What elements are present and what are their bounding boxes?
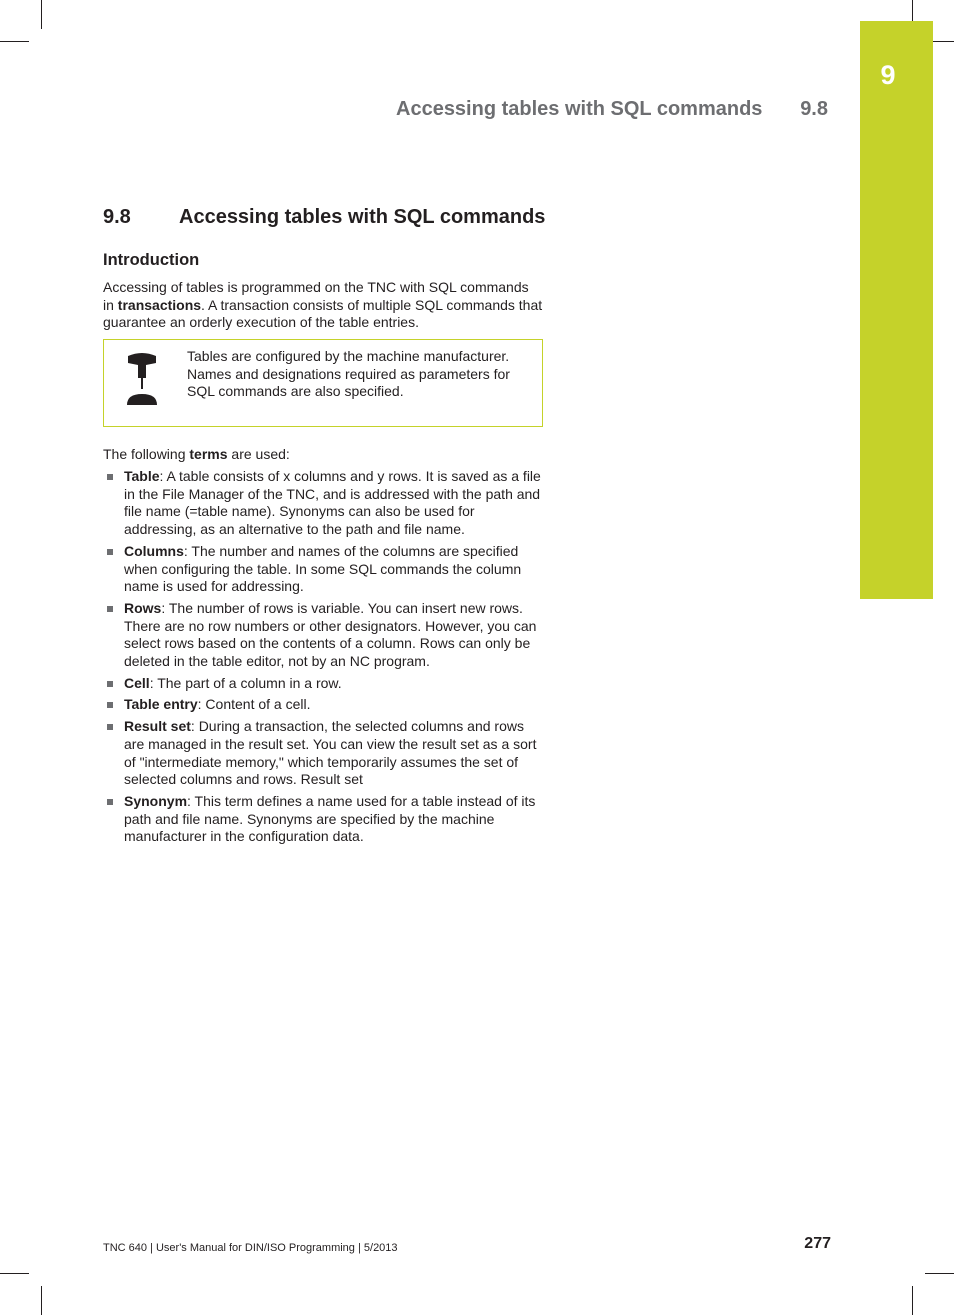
list-item	[103, 793, 545, 846]
term-name: Cell	[124, 674, 150, 691]
section-number: 9.8	[103, 206, 131, 228]
running-head-title: Accessing tables with SQL commands	[396, 98, 763, 120]
note-text: Tables are configured by the machine manufacturer. Names and designations required as parameters for SQL commands are also specified.	[187, 348, 510, 400]
term-description: : The number and names of the columns are specified when configuring the table. In some SQL commands the column name is used for addressing.	[124, 542, 522, 595]
bullet-icon	[107, 702, 113, 708]
running-head-number: 9.8	[800, 98, 828, 120]
crop-mark	[0, 1273, 29, 1274]
term-name: Table	[124, 468, 160, 484]
bullet-icon	[107, 681, 113, 687]
crop-mark	[912, 1286, 913, 1315]
list-item	[103, 718, 545, 789]
term-name: Result set	[124, 718, 191, 735]
list-item	[103, 600, 545, 671]
chapter-number: 9	[880, 60, 896, 90]
running-head	[396, 98, 828, 124]
footer-text: TNC 640 | User's Manual for DIN/ISO Programming | 5/2013	[103, 1242, 398, 1254]
term-name: Table entry	[124, 696, 198, 713]
page-number: 277	[804, 1235, 831, 1252]
note-box	[103, 339, 543, 427]
intro-text: . A transaction consists of multiple SQL commands that guarantee an orderly execution of the table entries.	[103, 296, 543, 331]
intro-text: Accessing of tables is programmed on the TNC with SQL commands in	[103, 279, 529, 313]
intro-paragraph	[103, 279, 543, 332]
terms-intro	[103, 446, 543, 464]
subheading: Introduction	[103, 251, 200, 269]
term-description: : The number of rows is variable. You can insert new rows. There are no row numbers or other designators. However, you can select rows based on the contents of a column. Rows can only be deleted in the table editor, not by an NC program.	[124, 599, 537, 670]
term-description: : A table consists of x columns and y rows. It is saved as a file in the File Manager of the TNC, and is addressed with the path and file name (=table name). Synonyms can also be used for addressing, as an alternative to the path and file name.	[124, 468, 541, 538]
bullet-icon	[107, 474, 113, 480]
list-item	[103, 543, 545, 596]
terms-list	[103, 468, 545, 850]
term-name: Columns	[124, 542, 184, 559]
bullet-icon	[107, 799, 113, 805]
list-item	[103, 675, 545, 693]
crop-mark	[0, 41, 29, 42]
term-description: : During a transaction, the selected columns and rows are managed in the result set. You can view the result set as a sort of "intermediate memory," which temporarily assumes the set of selected columns and rows. Result set	[124, 718, 537, 788]
term-description: : This term defines a name used for a table instead of its path and file name. Synonyms are specified by the machine manufacturer in the configuration data.	[124, 792, 536, 845]
terms-intro-text: The following	[103, 446, 190, 462]
bullet-icon	[107, 549, 113, 555]
terms-intro-text: are used:	[227, 446, 290, 462]
term-name: Rows	[124, 599, 162, 616]
terms-intro-bold: terms	[189, 446, 228, 462]
chapter-tab	[860, 21, 933, 599]
crop-mark	[925, 1273, 954, 1274]
machine-manufacturer-icon	[122, 351, 162, 405]
section-heading: Accessing tables with SQL commands	[179, 206, 546, 228]
crop-mark	[41, 0, 42, 29]
list-item	[103, 696, 545, 714]
term-name: Synonym	[124, 792, 188, 809]
bullet-icon	[107, 724, 113, 730]
term-description: : The part of a column in a row.	[149, 674, 342, 691]
list-item	[103, 468, 545, 539]
term-description: : Content of a cell.	[197, 696, 311, 713]
crop-mark	[41, 1286, 42, 1315]
bullet-icon	[107, 606, 113, 612]
intro-bold-term: transactions	[117, 296, 202, 313]
